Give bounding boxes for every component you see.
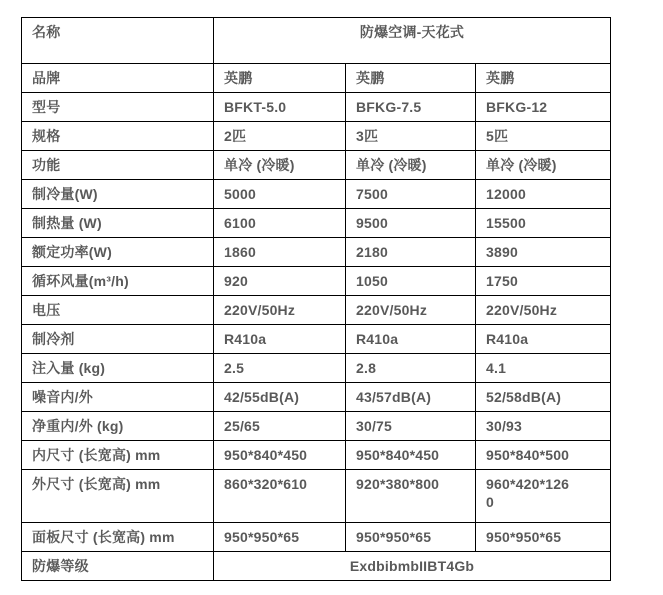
cell-value: 3匹	[346, 122, 476, 151]
cell-value: 220V/50Hz	[476, 296, 611, 325]
cell-value: 25/65	[214, 412, 346, 441]
row-label: 制热量 (W)	[22, 209, 214, 238]
cell-value: 920	[214, 267, 346, 296]
row-label: 面板尺寸 (长宽高) mm	[22, 523, 214, 552]
row-cooling-capacity	[22, 180, 611, 209]
cell-value: 5匹	[476, 122, 611, 151]
row-label: 规格	[22, 122, 214, 151]
product-name-cell: 防爆空调-天花式	[214, 18, 611, 64]
row-panel-dimensions	[22, 523, 611, 552]
cell-value: 3890	[476, 238, 611, 267]
cell-value: 英鹏	[346, 64, 476, 93]
cell-value: 9500	[346, 209, 476, 238]
row-air-circulation	[22, 267, 611, 296]
cell-value: 2180	[346, 238, 476, 267]
row-label: 外尺寸 (长宽高) mm	[22, 470, 214, 523]
cell-value: 单冷 (冷暖)	[214, 151, 346, 180]
spec-table	[21, 17, 611, 581]
row-net-weight	[22, 412, 611, 441]
cell-value: 2匹	[214, 122, 346, 151]
row-charge-amount	[22, 354, 611, 383]
row-label: 型号	[22, 93, 214, 122]
spec-table-container	[21, 17, 611, 581]
cell-value: 920*380*800	[346, 470, 476, 523]
row-label: 内尺寸 (长宽高) mm	[22, 441, 214, 470]
cell-value: 5000	[214, 180, 346, 209]
cell-value: 单冷 (冷暖)	[346, 151, 476, 180]
row-label: 净重内/外 (kg)	[22, 412, 214, 441]
cell-value: 30/93	[476, 412, 611, 441]
row-noise	[22, 383, 611, 412]
row-brand	[22, 64, 611, 93]
cell-value: 950*950*65	[214, 523, 346, 552]
row-label: 制冷剂	[22, 325, 214, 354]
row-outer-dimensions	[22, 470, 611, 523]
cell-value: 220V/50Hz	[214, 296, 346, 325]
row-label: 电压	[22, 296, 214, 325]
row-label: 循环风量(m³/h)	[22, 267, 214, 296]
row-label: 制冷量(W)	[22, 180, 214, 209]
row-explosion-proof-rating	[22, 552, 611, 581]
cell-value: 950*840*500	[476, 441, 611, 470]
cell-value: R410a	[214, 325, 346, 354]
cell-value: 950*950*65	[346, 523, 476, 552]
cell-value: 950*840*450	[346, 441, 476, 470]
row-voltage	[22, 296, 611, 325]
cell-value: 单冷 (冷暖)	[476, 151, 611, 180]
row-specification	[22, 122, 611, 151]
row-refrigerant	[22, 325, 611, 354]
cell-value: 860*320*610	[214, 470, 346, 523]
cell-value: 42/55dB(A)	[214, 383, 346, 412]
row-function	[22, 151, 611, 180]
row-label: 额定功率(W)	[22, 238, 214, 267]
row-heating-capacity	[22, 209, 611, 238]
row-rated-power	[22, 238, 611, 267]
cell-value: BFKG-7.5	[346, 93, 476, 122]
cell-value: BFKT-5.0	[214, 93, 346, 122]
cell-value: 1050	[346, 267, 476, 296]
cell-value: 43/57dB(A)	[346, 383, 476, 412]
cell-value: 6100	[214, 209, 346, 238]
row-label: 防爆等级	[22, 552, 214, 581]
row-label: 名称	[22, 18, 214, 64]
cell-value: 4.1	[476, 354, 611, 383]
cell-value: R410a	[346, 325, 476, 354]
row-name	[22, 18, 611, 64]
cell-value: 52/58dB(A)	[476, 383, 611, 412]
cell-value: 2.5	[214, 354, 346, 383]
cell-value: 1860	[214, 238, 346, 267]
cell-value: 2.8	[346, 354, 476, 383]
cell-value: 220V/50Hz	[346, 296, 476, 325]
cell-value-wrapped: 960*420*1260	[486, 476, 570, 510]
cell-value: R410a	[476, 325, 611, 354]
cell-value: 7500	[346, 180, 476, 209]
cell-value: 30/75	[346, 412, 476, 441]
cell-value: 950*840*450	[214, 441, 346, 470]
cell-value: BFKG-12	[476, 93, 611, 122]
row-label: 功能	[22, 151, 214, 180]
cell-value: 12000	[476, 180, 611, 209]
row-label: 品牌	[22, 64, 214, 93]
cell-value	[476, 470, 611, 523]
cell-value: 950*950*65	[476, 523, 611, 552]
explosion-proof-rating-cell: ExdbibmbIIBT4Gb	[214, 552, 611, 581]
cell-value: 英鹏	[476, 64, 611, 93]
row-inner-dimensions	[22, 441, 611, 470]
cell-value: 英鹏	[214, 64, 346, 93]
cell-value: 1750	[476, 267, 611, 296]
row-model	[22, 93, 611, 122]
row-label: 噪音内/外	[22, 383, 214, 412]
row-label: 注入量 (kg)	[22, 354, 214, 383]
cell-value: 15500	[476, 209, 611, 238]
